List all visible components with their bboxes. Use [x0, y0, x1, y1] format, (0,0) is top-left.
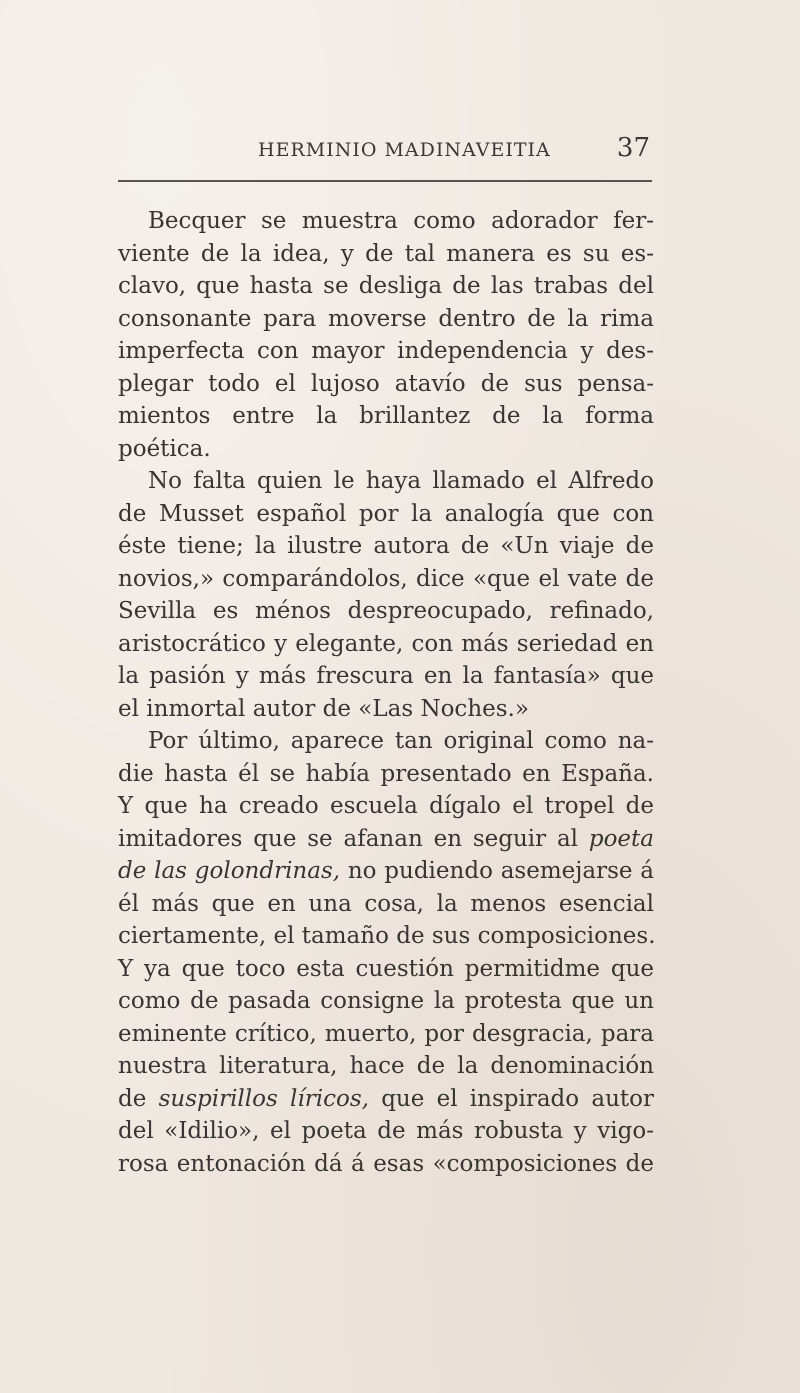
- text-line: él más que en una cosa, la menos esencial: [118, 890, 654, 917]
- text-line: como de pasada consigne la protesta que un: [118, 988, 654, 1014]
- text-line: mientos entre la brillantez de la forma: [118, 403, 654, 429]
- text-line: de Musset español por la analogía que con: [118, 500, 654, 527]
- text-line: Y ya que toco esta cuestión permitidme que: [118, 955, 654, 982]
- text-line: rosa entonación dá á esas «composiciones de: [118, 1150, 654, 1177]
- text-run: no pudiendo asemejarse á: [340, 858, 654, 884]
- page-number: 37: [616, 133, 650, 163]
- text-line: ciertamente, el tamaño de sus composiciones.: [118, 923, 656, 949]
- text-line: [118, 1083, 654, 1116]
- header-rule: [118, 180, 652, 182]
- text-line: éste tiene; la ilustre autora de «Un viaje de: [118, 533, 654, 559]
- text-run: que el inspirado autor: [368, 1085, 654, 1112]
- text-line: [118, 823, 654, 856]
- text-line: aristocrático y elegante, con más seriedad en: [118, 630, 654, 657]
- text-line: clavo, que hasta se desliga de las trabas del: [118, 273, 654, 299]
- text-line: nuestra literatura, hace de la denominación: [118, 1053, 654, 1079]
- text-line: del «Idilio», el poeta de más robusta y vigo-: [118, 1118, 654, 1144]
- text-run: de: [118, 1085, 159, 1112]
- text-line: imperfecta con mayor independencia y des-: [118, 338, 654, 364]
- text-line: Sevilla es ménos despreocupado, refinado,: [118, 598, 654, 624]
- running-head: [118, 135, 652, 165]
- text-line: die hasta él se había presentado en España.: [118, 760, 654, 787]
- italic-run: suspirillos líricos,: [158, 1085, 369, 1112]
- text-line: viente de la idea, y de tal manera es su es-: [118, 240, 654, 267]
- text-line: Becquer se muestra como adorador fer-: [148, 208, 654, 234]
- text-line: Por último, aparece tan original como na-: [148, 728, 654, 754]
- text-line: poética.: [118, 435, 211, 462]
- body-text: [118, 205, 654, 1180]
- text-line: plegar todo el lujoso atavío de sus pensa-: [118, 370, 654, 397]
- text-line: eminente crítico, muerto, por desgracia, para: [118, 1020, 654, 1047]
- text-line: la pasión y más frescura en la fantasía» que: [118, 663, 654, 689]
- italic-run: de las golondrinas,: [118, 858, 341, 884]
- text-line: el inmortal autor de «Las Noches.»: [118, 695, 529, 722]
- text-line: Y que ha creado escuela dígalo el tropel de: [118, 793, 654, 819]
- text-line: consonante para moverse dentro de la rima: [118, 305, 654, 332]
- text-line: [118, 855, 654, 888]
- running-head-title: HERMINIO MADINAVEITIA: [258, 139, 551, 161]
- text-line: No falta quien le haya llamado el Alfredo: [148, 468, 654, 494]
- text-line: novios,» comparándolos, dice «que el vate de: [118, 565, 654, 592]
- text-run: imitadores que se afanan en seguir al: [118, 825, 589, 852]
- italic-run: poeta: [588, 825, 654, 852]
